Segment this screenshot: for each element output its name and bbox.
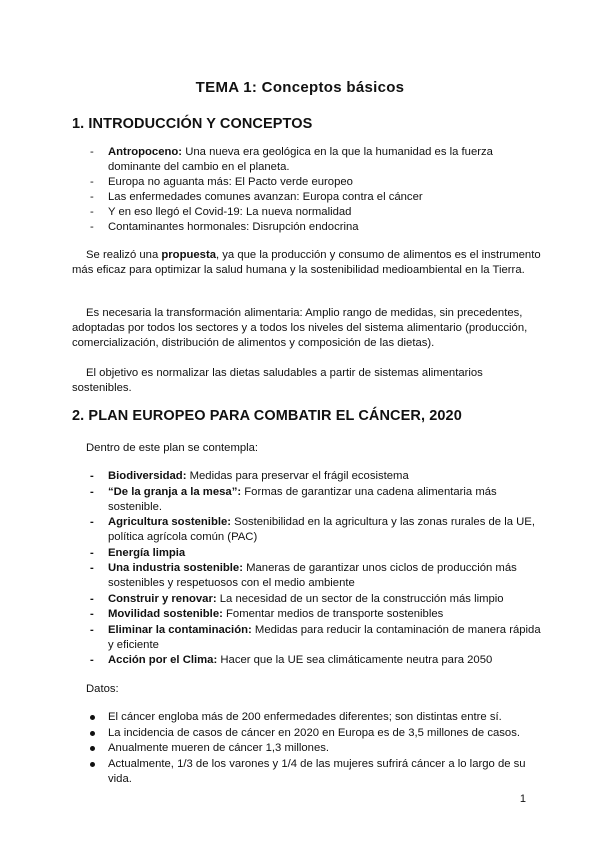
list-item-term: Eliminar la contaminación: — [108, 623, 252, 636]
list-item — [72, 546, 542, 561]
list-item-term: Una industria sostenible: — [108, 562, 243, 574]
list-item — [72, 623, 542, 653]
bullet-icon — [90, 746, 95, 751]
paragraph-text: , ya que la producción y consumo de alimentos es el instrumento más eficaz para optimizar la salud humana y la sostenibilidad medioambiental en la Tierra. — [72, 249, 541, 276]
list-item — [72, 515, 542, 545]
dash-marker: - — [90, 562, 94, 574]
list-item-term: Construir y renovar: — [108, 592, 217, 605]
list-item-text: Europa no aguanta más: El Pacto verde europeo — [108, 176, 353, 188]
section2-heading: 2. PLAN EUROPEO PARA COMBATIR EL CÁNCER, 2020 — [72, 408, 462, 424]
dash-marker: - — [90, 176, 94, 188]
list-item — [72, 485, 542, 515]
list-item-text: Anualmente mueren de cáncer 1,3 millones. — [108, 742, 330, 754]
list-item — [72, 757, 542, 787]
list-item-text: Medidas para reducir la contaminación de manera rápida y eficiente — [108, 623, 541, 651]
list-item-term: Movilidad sostenible: — [108, 608, 223, 620]
list-item — [72, 175, 542, 190]
section2-plan-list — [72, 469, 542, 669]
list-item — [72, 726, 542, 741]
list-item — [72, 741, 542, 756]
page-number: 1 — [519, 793, 526, 805]
list-item — [72, 469, 542, 484]
list-item-text: Hacer que la UE sea climáticamente neutra para 2050 — [217, 654, 493, 666]
dash-marker: - — [90, 470, 94, 482]
list-item — [72, 145, 542, 175]
list-item — [72, 190, 542, 205]
paragraph-objetivo: El objetivo es normalizar las dietas saludables a partir de sistemas alimentarios sostenibles. — [72, 367, 483, 394]
paragraph-bold: propuesta — [161, 249, 216, 261]
list-item-text: Las enfermedades comunes avanzan: Europa contra el cáncer — [108, 191, 423, 203]
list-item-term: “De la granja a la mesa”: — [108, 485, 242, 498]
dash-marker: - — [90, 146, 94, 158]
list-item-text: Sostenibilidad en la agricultura y las zonas rurales de la UE, política agrícola común (PAC) — [108, 516, 535, 543]
list-item — [72, 592, 542, 607]
list-item-text: La necesidad de un sector de la construcción más limpio — [216, 592, 504, 605]
section1-heading: 1. INTRODUCCIÓN Y CONCEPTOS — [72, 116, 313, 132]
list-item-term: Agricultura sostenible: — [108, 516, 232, 528]
datos-label: Datos: — [86, 683, 119, 695]
datos-list — [72, 710, 542, 787]
dash-marker: - — [90, 546, 94, 559]
dash-marker: - — [90, 623, 94, 636]
list-item-text: Medidas para preservar el frágil ecosistema — [186, 470, 409, 482]
list-item-text: Contaminantes hormonales: Disrupción endocrina — [108, 221, 359, 233]
paragraph-transformacion: Es necesaria la transformación alimentaria: Amplio rango de medidas, sin precedentes, adoptadas por todos los sectores y a todos los niveles del sistema alimentario (producción, comercialización, distribución de alimentos y composición de las dietas). — [72, 307, 528, 349]
bullet-icon — [90, 715, 95, 720]
document-title: TEMA 1: Conceptos básicos — [195, 79, 405, 96]
dash-marker: - — [90, 191, 94, 203]
list-item-text: Una nueva era geológica en la que la humanidad es la fuerza dominante del cambio en el planeta. — [108, 146, 493, 173]
paragraph-text: Se realizó una — [86, 249, 162, 261]
dash-marker: - — [90, 608, 94, 620]
list-item-term: Energía limpia — [108, 546, 186, 559]
list-item-text: Y en eso llegó el Covid-19: La nueva normalidad — [108, 206, 352, 218]
list-item-text: La incidencia de casos de cáncer en 2020 en Europa es de 3,5 millones de casos. — [108, 726, 520, 739]
dash-marker: - — [90, 654, 94, 666]
list-item-text: El cáncer engloba más de 200 enfermedades diferentes; son distintas entre sí. — [108, 711, 502, 723]
list-item — [72, 220, 542, 235]
list-item — [72, 607, 542, 622]
list-item-text: Maneras de garantizar unos ciclos de producción más sostenibles y respetuosos con el medio ambiente — [108, 562, 517, 589]
dash-marker: - — [90, 206, 94, 218]
list-item-text: Actualmente, 1/3 de los varones y 1/4 de las mujeres sufrirá cáncer a lo largo de su vida. — [108, 757, 526, 785]
list-item — [72, 205, 542, 220]
paragraph-propuesta — [72, 248, 542, 278]
list-item-term: Antropoceno: — [108, 146, 183, 158]
list-item-term: Biodiversidad: — [108, 470, 187, 482]
dash-marker: - — [90, 485, 94, 498]
dash-marker: - — [90, 221, 94, 233]
list-item-text: Formas de garantizar una cadena alimentaria más sostenible. — [108, 485, 497, 513]
dash-marker: - — [90, 516, 94, 528]
bullet-icon — [90, 762, 95, 767]
list-item — [72, 653, 542, 668]
bullet-icon — [90, 731, 95, 736]
list-item — [72, 710, 542, 725]
list-item-text: Fomentar medios de transporte sostenibles — [222, 608, 444, 620]
section1-list — [72, 145, 542, 235]
list-item — [72, 561, 542, 591]
list-item-term: Acción por el Clima: — [108, 654, 218, 666]
section2-intro: Dentro de este plan se contempla: — [86, 442, 259, 454]
dash-marker: - — [90, 592, 94, 605]
